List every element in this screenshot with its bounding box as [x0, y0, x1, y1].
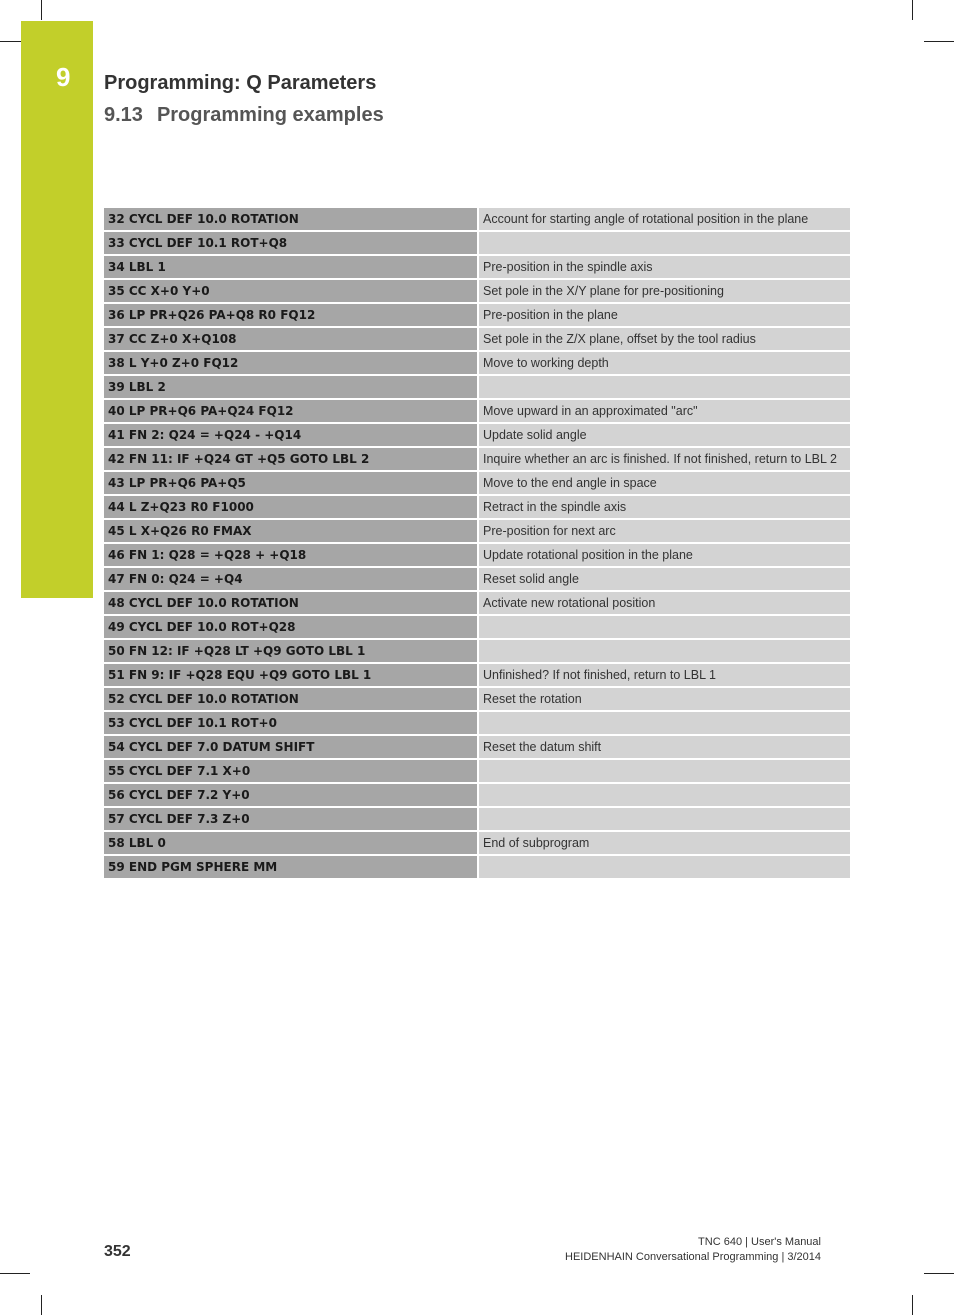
table-row [104, 664, 850, 686]
table-row [104, 760, 850, 782]
table-row [104, 808, 850, 830]
table-row [104, 544, 850, 566]
crop-mark [912, 0, 913, 20]
program-comment-cell: Reset solid angle [477, 568, 850, 590]
table-row [104, 448, 850, 470]
program-code-cell: 35 CC X+0 Y+0 [104, 280, 477, 302]
program-comment-cell: Set pole in the Z/X plane, offset by the tool radius [477, 328, 850, 350]
program-comment-cell: Reset the datum shift [477, 736, 850, 758]
program-comment-cell [477, 640, 850, 662]
chapter-title: Programming: Q Parameters [104, 72, 377, 94]
table-row [104, 736, 850, 758]
crop-mark [41, 0, 42, 20]
program-code-cell: 55 CYCL DEF 7.1 X+0 [104, 760, 477, 782]
program-comment-cell: Unfinished? If not finished, return to LBL 1 [477, 664, 850, 686]
program-comment-cell [477, 856, 850, 878]
program-code-cell: 40 LP PR+Q6 PA+Q24 FQ12 [104, 400, 477, 422]
table-row [104, 280, 850, 302]
table-row [104, 856, 850, 878]
program-code-cell: 58 LBL 0 [104, 832, 477, 854]
footer-line-1: TNC 640 | User's Manual [698, 1236, 821, 1248]
table-row [104, 328, 850, 350]
program-comment-cell: Retract in the spindle axis [477, 496, 850, 518]
table-row [104, 520, 850, 542]
program-comment-cell: Set pole in the X/Y plane for pre-positioning [477, 280, 850, 302]
program-comment-cell: Update solid angle [477, 424, 850, 446]
program-code-cell: 37 CC Z+0 X+Q108 [104, 328, 477, 350]
program-code-cell: 32 CYCL DEF 10.0 ROTATION [104, 208, 477, 230]
table-row [104, 832, 850, 854]
program-comment-cell [477, 760, 850, 782]
crop-mark [912, 1295, 913, 1315]
program-code-cell: 51 FN 9: IF +Q28 EQU +Q9 GOTO LBL 1 [104, 664, 477, 686]
table-row [104, 592, 850, 614]
program-code-cell: 44 L Z+Q23 R0 F1000 [104, 496, 477, 518]
table-row [104, 568, 850, 590]
section-title [104, 104, 384, 127]
program-code-cell: 46 FN 1: Q28 = +Q28 + +Q18 [104, 544, 477, 566]
program-code-cell: 43 LP PR+Q6 PA+Q5 [104, 472, 477, 494]
program-code-cell: 45 L X+Q26 R0 FMAX [104, 520, 477, 542]
program-code-cell: 54 CYCL DEF 7.0 DATUM SHIFT [104, 736, 477, 758]
program-comment-cell [477, 232, 850, 254]
program-code-cell: 38 L Y+0 Z+0 FQ12 [104, 352, 477, 374]
program-code-cell: 41 FN 2: Q24 = +Q24 - +Q14 [104, 424, 477, 446]
program-comment-cell [477, 616, 850, 638]
chapter-number: 9 [56, 62, 71, 92]
table-row [104, 352, 850, 374]
program-comment-cell [477, 784, 850, 806]
program-comment-cell: Inquire whether an arc is finished. If not finished, return to LBL 2 [477, 448, 850, 470]
table-row [104, 616, 850, 638]
program-comment-cell: Pre-position for next arc [477, 520, 850, 542]
program-code-cell: 48 CYCL DEF 10.0 ROTATION [104, 592, 477, 614]
program-code-cell: 53 CYCL DEF 10.1 ROT+0 [104, 712, 477, 734]
program-comment-cell [477, 376, 850, 398]
crop-mark [924, 41, 954, 42]
crop-mark [0, 1273, 30, 1274]
program-code-cell: 34 LBL 1 [104, 256, 477, 278]
table-row [104, 472, 850, 494]
table-row [104, 424, 850, 446]
table-row [104, 640, 850, 662]
footer-line-2: HEIDENHAIN Conversational Programming | 3/2014 [565, 1251, 821, 1263]
program-table [104, 206, 850, 880]
program-comment-cell: Account for starting angle of rotational position in the plane [477, 208, 850, 230]
program-code-cell: 33 CYCL DEF 10.1 ROT+Q8 [104, 232, 477, 254]
table-row [104, 256, 850, 278]
page-number: 352 [104, 1243, 131, 1260]
footer-manual-info [565, 1235, 821, 1265]
program-comment-cell: Reset the rotation [477, 688, 850, 710]
table-row [104, 712, 850, 734]
table-row [104, 688, 850, 710]
table-row [104, 304, 850, 326]
program-comment-cell [477, 712, 850, 734]
program-comment-cell: Pre-position in the spindle axis [477, 256, 850, 278]
program-code-cell: 56 CYCL DEF 7.2 Y+0 [104, 784, 477, 806]
section-number: 9.13 [104, 104, 143, 126]
chapter-tab [21, 21, 93, 598]
program-code-cell: 57 CYCL DEF 7.3 Z+0 [104, 808, 477, 830]
table-row [104, 232, 850, 254]
table-row [104, 496, 850, 518]
program-comment-cell: Activate new rotational position [477, 592, 850, 614]
program-code-cell: 47 FN 0: Q24 = +Q4 [104, 568, 477, 590]
program-comment-cell: Move to the end angle in space [477, 472, 850, 494]
table-row [104, 400, 850, 422]
program-code-cell: 49 CYCL DEF 10.0 ROT+Q28 [104, 616, 477, 638]
table-row [104, 784, 850, 806]
program-comment-cell: Move to working depth [477, 352, 850, 374]
program-code-cell: 50 FN 12: IF +Q28 LT +Q9 GOTO LBL 1 [104, 640, 477, 662]
table-row [104, 208, 850, 230]
program-comment-cell: End of subprogram [477, 832, 850, 854]
crop-mark [924, 1273, 954, 1274]
program-code-cell: 36 LP PR+Q26 PA+Q8 R0 FQ12 [104, 304, 477, 326]
table-row [104, 376, 850, 398]
program-code-cell: 42 FN 11: IF +Q24 GT +Q5 GOTO LBL 2 [104, 448, 477, 470]
program-comment-cell [477, 808, 850, 830]
section-name: Programming examples [156, 104, 384, 126]
crop-mark [41, 1295, 42, 1315]
program-code-cell: 59 END PGM SPHERE MM [104, 856, 477, 878]
program-code-cell: 52 CYCL DEF 10.0 ROTATION [104, 688, 477, 710]
program-comment-cell: Update rotational position in the plane [477, 544, 850, 566]
program-code-cell: 39 LBL 2 [104, 376, 477, 398]
program-comment-cell: Move upward in an approximated "arc" [477, 400, 850, 422]
program-comment-cell: Pre-position in the plane [477, 304, 850, 326]
